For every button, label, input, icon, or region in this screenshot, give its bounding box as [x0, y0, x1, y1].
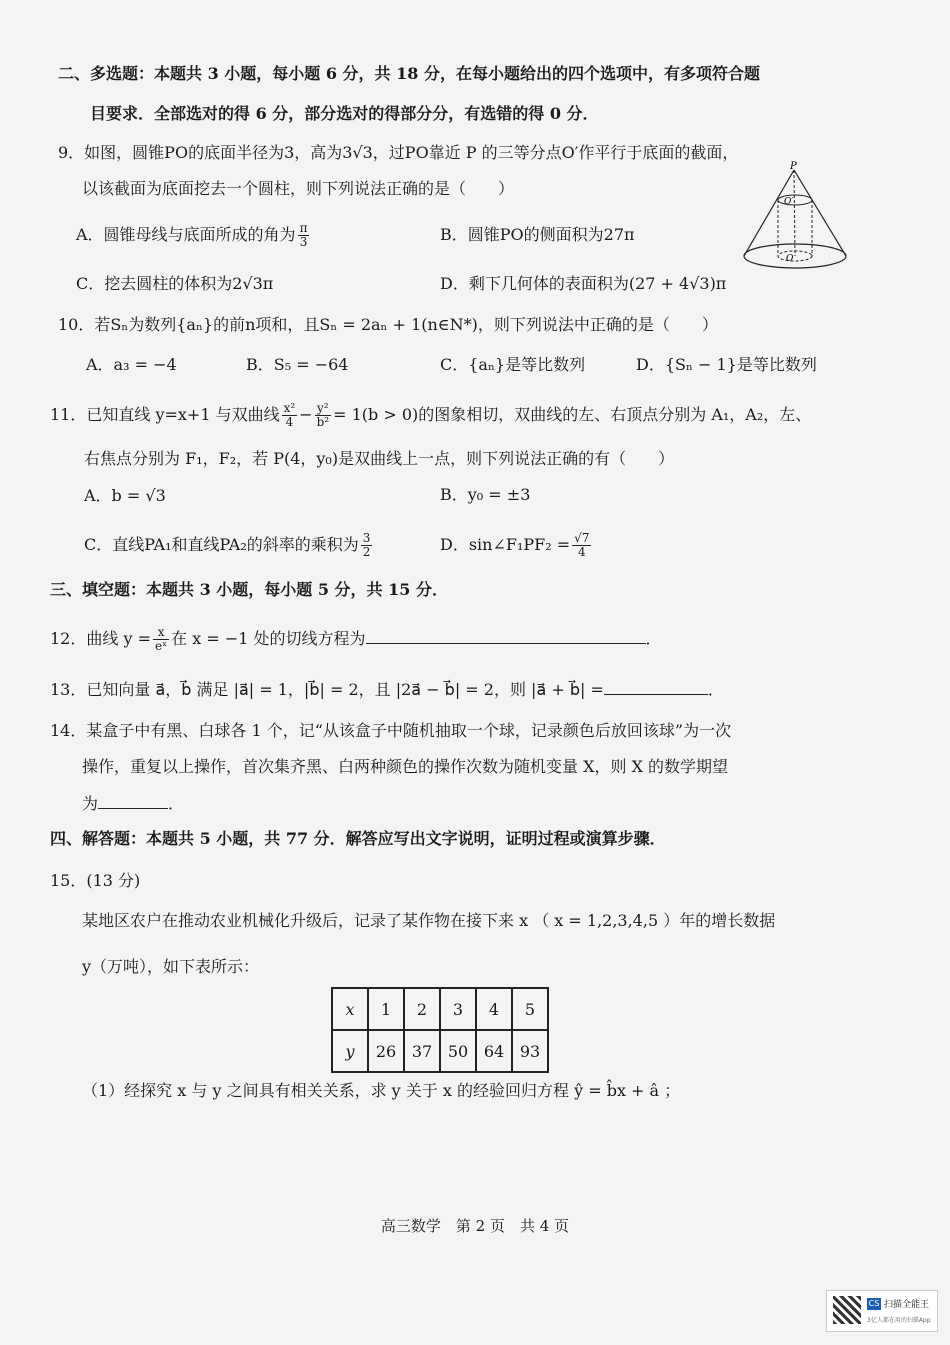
q11-option-c-text: C．直线PA₁和直线PA₂的斜率的乘积为 [84, 535, 359, 554]
cone-figure [738, 160, 856, 278]
q13-stem-text: 13．已知向量 a⃗，b⃗ 满足 |a⃗| = 1，|b⃗| = 2，且 |2a⃗ − b⃗| = 2，则 |a⃗ + b⃗| = [50, 680, 604, 699]
q11-minus: − [299, 405, 313, 424]
q15-part1: （1）经探究 x 与 y 之间具有相关关系，求 y 关于 x 的经验回归方程 ŷ = b̂x + â ； [82, 1081, 681, 1100]
q15-data-table [331, 987, 549, 1073]
q9-option-a-text: A．圆锥母线与底面所成的角为 [76, 225, 296, 244]
q15-heading: 15．(13 分) [50, 871, 141, 890]
table-row-y [332, 1030, 548, 1072]
q14-stem-line2: 操作，重复以上操作，首次集齐黑、白两种颜色的操作次数为随机变量 X，则 X 的数学期望 [82, 757, 729, 776]
scanner-logo-icon: CS [868, 1299, 880, 1308]
table-cell: 64 [476, 1030, 512, 1072]
scanner-subtitle: 3亿人都在用的扫描App [867, 1317, 931, 1324]
q13-end: ． [707, 680, 724, 699]
table-cell: 2 [404, 988, 440, 1030]
q11-f1-den: 4 [285, 415, 294, 429]
q11-f1-num: x² [283, 401, 296, 415]
table-cell: 4 [476, 988, 512, 1030]
table-row-x [332, 988, 548, 1030]
q14-end: ． [168, 794, 185, 813]
q12-end: ． [645, 629, 662, 648]
q14-stem-line1: 14．某盒子中有黑、白球各 1 个，记“从该盒子中随机抽取一个球，记录颜色后放回该球”为一次 [50, 721, 732, 740]
page-footer: 高三数学 第 2 页 共 4 页 [380, 1217, 570, 1235]
q12-f-den: eˣ [154, 639, 168, 653]
table-cell: 1 [368, 988, 404, 1030]
q11-option-d-text: D．sin∠F₁PF₂ = [440, 535, 571, 554]
q10-option-d: D．{Sₙ − 1}是等比数列 [636, 355, 817, 374]
table-cell: 50 [440, 1030, 476, 1072]
q12-f-num: x [153, 626, 169, 640]
q12-stem [50, 626, 662, 653]
table-cell: 93 [512, 1030, 548, 1072]
q14-line3-text: 为 [82, 794, 99, 813]
table-cell: 3 [440, 988, 476, 1030]
q9-a-den: 3 [299, 235, 308, 249]
section2-heading-line1: 二、多选题：本题共 3 小题，每小题 6 分，共 18 分，在每小题给出的四个选项中，有多项符合题 [58, 64, 760, 83]
q11-fraction-y [315, 402, 332, 429]
q11-f2-num: y² [315, 402, 332, 416]
q10-option-b: B．S₅ = −64 [246, 355, 349, 374]
q11-d-den: 4 [577, 545, 586, 559]
q9-option-c: C．挖去圆柱的体积为2√3π [76, 274, 274, 293]
q11-fraction-x [282, 402, 298, 429]
q11-c-num: 3 [362, 531, 371, 545]
q12-stem-post: 在 x = −1 处的切线方程为 [171, 629, 366, 648]
q11-option-d-fraction [572, 532, 591, 559]
q11-option-d [440, 532, 593, 559]
q9-option-b: B．圆锥PO的侧面积为27π [440, 225, 635, 244]
q11-stem-line1 [50, 402, 811, 429]
q11-c-den: 2 [362, 545, 371, 559]
q9-option-a-fraction [298, 222, 310, 249]
q12-stem-pre: 12．曲线 y = [50, 629, 151, 648]
q11-stem-post: = 1(b > 0)的图象相切，双曲线的左、右顶点分别为 A₁，A₂，左、 [333, 405, 812, 424]
q11-stem-line2: 右焦点分别为 F₁，F₂，若 P(4，y₀)是双曲线上一点，则下列说法正确的有（ ） [84, 449, 675, 468]
q9-stem-line2: 以该截面为底面挖去一个圆柱，则下列说法正确的是（ ） [82, 179, 515, 198]
cone-label-o-prime: O′ [784, 197, 794, 207]
section4-heading: 四、解答题：本题共 5 小题，共 77 分．解答应写出文字说明，证明过程或演算步骤． [50, 829, 666, 848]
q14-answer-blank[interactable] [98, 792, 168, 809]
scanner-title: 扫描全能王 [884, 1300, 930, 1310]
cone-label-o: O [786, 254, 794, 264]
q11-d-num: √7 [574, 531, 590, 545]
table-cell: 5 [512, 988, 548, 1030]
table-cell-y-label: y [332, 1030, 368, 1072]
q9-option-a [76, 222, 311, 249]
scanner-watermark [826, 1290, 938, 1332]
q10-option-c: C．{aₙ}是等比数列 [440, 355, 586, 374]
q12-fraction [153, 626, 169, 653]
q9-a-num: π [299, 221, 308, 235]
table-cell: 37 [404, 1030, 440, 1072]
q15-stem-line2: y（万吨），如下表所示： [82, 957, 260, 976]
q9-option-d: D．剩下几何体的表面积为(27 + 4√3)π [440, 274, 727, 293]
q15-stem-line1: 某地区农户在推动农业机械化升级后，记录了某作物在接下来 x （ x = 1,2,3,4,5 ）年的增长数据 [82, 911, 776, 930]
q11-f2-den: b² [316, 415, 330, 429]
q10-option-a: A．a₃ = −4 [86, 355, 177, 374]
q14-stem-line3 [82, 792, 184, 815]
section2-heading-line2: 目要求．全部选对的得 6 分，部分选对的得部分分，有选错的得 0 分． [90, 104, 599, 123]
q10-stem: 10．若Sₙ为数列{aₙ}的前n项和，且Sₙ = 2aₙ + 1(n∈N*)，则下列说法中正确的是（ ） [58, 315, 718, 334]
q13-answer-blank[interactable] [604, 678, 708, 695]
q9-stem-line1: 9．如图，圆锥PO的底面半径为3，高为3√3，过PO靠近 P 的三等分点O′作平行于底面的截面， [58, 143, 739, 162]
table-cell: 26 [368, 1030, 404, 1072]
q11-option-c-fraction [361, 532, 373, 559]
q12-answer-blank[interactable] [366, 627, 646, 644]
q11-option-b: B．y₀ = ±3 [440, 485, 531, 504]
section3-heading: 三、填空题：本题共 3 小题，每小题 5 分，共 15 分． [50, 580, 448, 599]
q11-option-a: A．b = √3 [84, 486, 166, 505]
q11-stem-pre: 11．已知直线 y=x+1 与双曲线 [50, 405, 280, 424]
qr-code-icon [833, 1296, 861, 1324]
table-cell-x-label: x [332, 988, 368, 1030]
cone-label-p: P [790, 161, 797, 172]
q13-stem [50, 678, 724, 701]
q11-option-c [84, 532, 374, 559]
